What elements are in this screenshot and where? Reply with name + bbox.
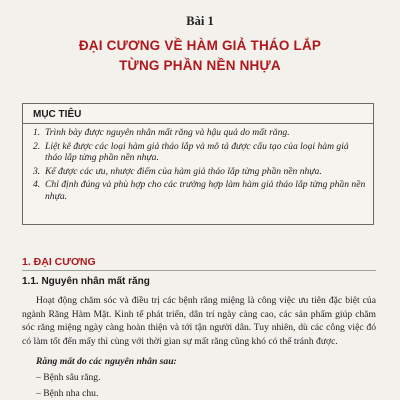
subsection-heading: 1.1. Nguyên nhân mất răng <box>22 276 150 287</box>
objective-item <box>33 141 367 164</box>
cause-bullet: – Bệnh nha chu. <box>36 388 99 399</box>
objective-item <box>33 127 367 139</box>
objectives-heading: MỤC TIÊU <box>33 109 82 120</box>
chapter-title <box>0 36 400 76</box>
cause-bullet: – Bệnh sâu răng. <box>36 372 101 383</box>
objective-number: 2. <box>33 140 41 152</box>
objectives-list <box>33 127 367 205</box>
objectives-box <box>22 103 374 225</box>
lesson-number: Bài 1 <box>186 14 214 28</box>
objectives-divider <box>23 123 373 124</box>
body-paragraph: Hoạt động chăm sóc và điều trị các bệnh răng miệng là công việc ưu tiên đặc biệt của ngành Răng Hàm Mặt. Kinh tế phát triển, dân trí ngày càng cao, các sản phẩm giúp chăm sóc răng miệng ngày càng hoàn thiện và tới tận người dân. Tuy nhiên, dù các công việc đó có làm tốt đến mấy thì cùng với thời gian sự mất răng cũng khó có thể tránh được. <box>22 295 376 347</box>
causes-lead-text: Răng mất do các nguyên nhân sau: <box>36 356 177 367</box>
objective-text: Liệt kê được các loại hàm giả tháo lắp và mô tả được cấu tạo của loại hàm giả tháo lắp từng phần nền nhựa. <box>45 140 349 164</box>
objective-item <box>33 179 367 202</box>
objective-text: Kể được các ưu, nhược điểm của hàm giả tháo lắp từng phần nền nhựa. <box>45 165 322 177</box>
objective-number: 4. <box>33 179 41 191</box>
chapter-title-line-1: ĐẠI CƯƠNG VỀ HÀM GIẢ THÁO LẮP <box>78 38 322 53</box>
chapter-title-line-2: TỪNG PHẦN NỀN NHỰA <box>119 58 281 73</box>
objective-item <box>33 166 367 178</box>
section-divider <box>22 270 376 271</box>
section-heading: 1. ĐẠI CƯƠNG <box>22 256 96 268</box>
objective-text: Chỉ định đúng và phù hợp cho các trường hợp làm hàm giả tháo lắp từng phần nền nhựa. <box>45 179 366 202</box>
objective-text: Trình bày được nguyên nhân mất răng và hậu quả do mất răng. <box>45 127 290 138</box>
objective-number: 3. <box>33 165 41 177</box>
objective-number: 1. <box>33 127 41 138</box>
